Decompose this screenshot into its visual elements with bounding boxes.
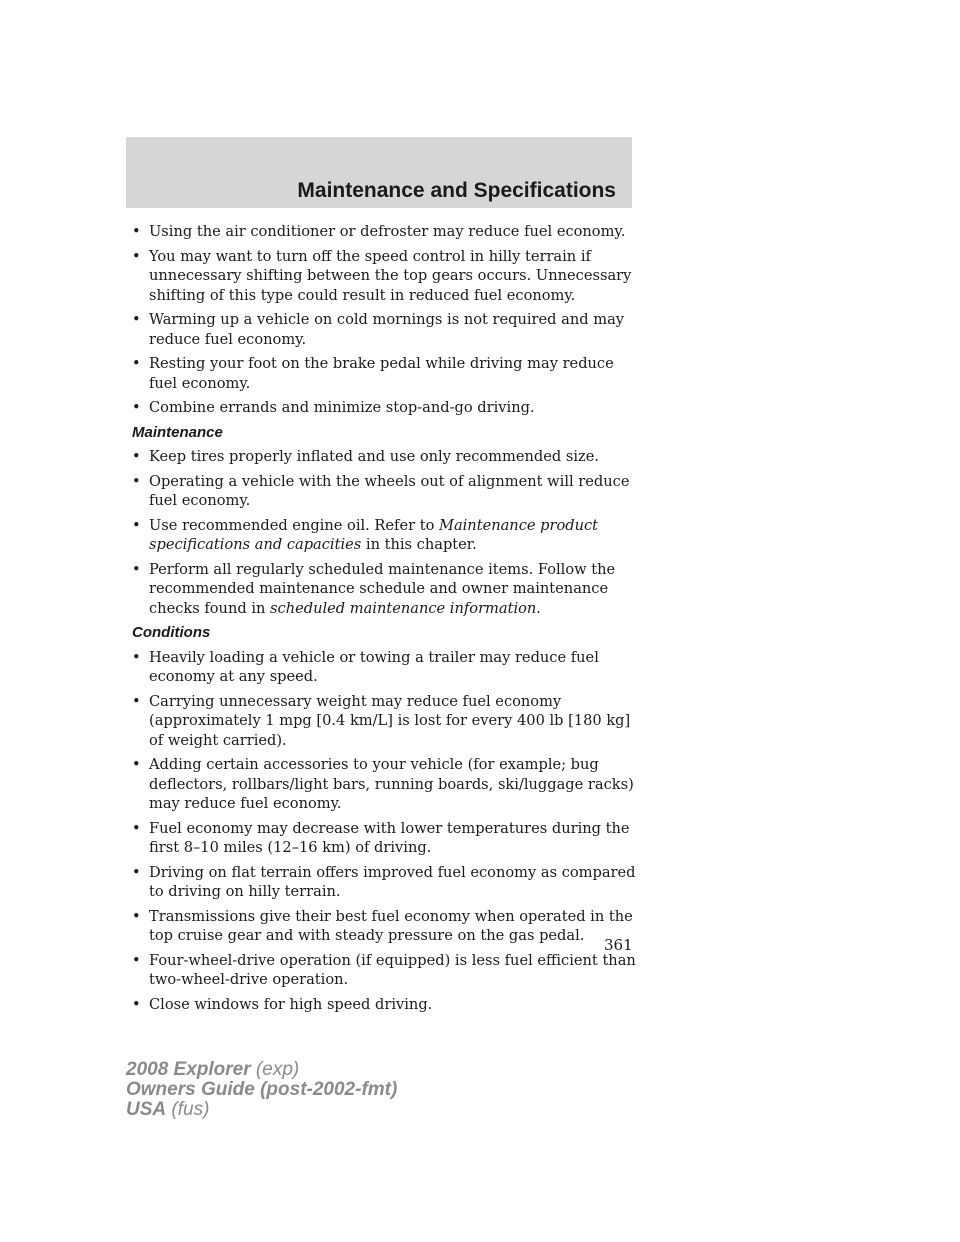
list-item: • You may want to turn off the speed control in hilly terrain if unnecessary shifting between the top gears occurs. Unnecessary shifting of this type could result in reduced fuel economy.: [132, 247, 632, 304]
list-item: • Combine errands and minimize stop-and-go driving.: [132, 399, 535, 416]
bullet-icon: •: [132, 399, 141, 416]
bullet-icon: •: [132, 247, 141, 265]
bullet-icon: •: [132, 863, 141, 881]
bullet-icon: •: [132, 819, 141, 837]
list-item: • Adding certain accessories to your vehicle (for example; bug deflectors, rollbars/light bars, running boards, ski/luggage racks) may reduce fuel economy.: [132, 756, 634, 812]
list-item: • Heavily loading a vehicle or towing a trailer may reduce fuel economy at any speed.: [132, 648, 599, 685]
document-footer: [126, 1060, 397, 1120]
list-item: • Warming up a vehicle on cold mornings is not required and may reduce fuel economy.: [132, 311, 625, 348]
footer-line-model: 2008 Explorer (exp): [126, 1059, 300, 1080]
bullet-icon: •: [132, 448, 141, 465]
conditions-heading: Conditions: [132, 624, 211, 641]
list-item: • Close windows for high speed driving.: [132, 995, 433, 1013]
page-number: 361: [604, 936, 633, 954]
list-item: • Operating a vehicle with the wheels out of alignment will reduce fuel economy.: [132, 472, 630, 509]
list-item: • Driving on flat terrain offers improved fuel economy as compared to driving on hilly terrain.: [132, 863, 636, 900]
list-item: • Four-wheel-drive operation (if equipped) is less fuel efficient than two-wheel-drive operation.: [132, 951, 636, 988]
list-item: • Carrying unnecessary weight may reduce fuel economy (approximately 1 mpg [0.4 km/L] is lost for every 400 lb [180 kg] of weight carried).: [132, 692, 631, 749]
bullet-icon: •: [132, 692, 141, 710]
bullet-icon: •: [132, 756, 141, 773]
bullet-icon: •: [132, 311, 141, 328]
page-content: [132, 222, 642, 1019]
bullet-icon: •: [132, 951, 141, 969]
list-item: • Resting your foot on the brake pedal while driving may reduce fuel economy.: [132, 355, 614, 392]
bullet-icon: •: [132, 995, 141, 1013]
bullet-icon: •: [132, 472, 141, 490]
footer-line-guide: Owners Guide (post-2002-fmt): [126, 1079, 398, 1100]
maintenance-heading: Maintenance: [132, 423, 223, 441]
footer-line-market: USA (fus): [126, 1099, 210, 1120]
section-title: Maintenance and Specifications: [297, 179, 616, 202]
list-item: • Transmissions give their best fuel economy when operated in the top cruise gear and with steady pressure on the gas pedal.: [132, 907, 633, 944]
section-header-band: [126, 137, 632, 208]
bullet-icon: •: [132, 355, 141, 372]
list-item: • Perform all regularly scheduled maintenance items. Follow the recommended maintenance schedule and owner maintenance checks found in scheduled maintenance information.: [132, 560, 616, 617]
bullet-icon: •: [132, 648, 141, 666]
list-item: • Use recommended engine oil. Refer to Maintenance product specifications and capacities in this chapter.: [132, 516, 599, 553]
cross-reference: scheduled maintenance information: [270, 599, 537, 617]
list-item: • Using the air conditioner or defroster may reduce fuel economy.: [132, 223, 626, 240]
list-item: • Keep tires properly inflated and use only recommended size.: [132, 448, 599, 465]
bullet-icon: •: [132, 223, 141, 240]
bullet-icon: •: [132, 560, 141, 578]
list-item: • Fuel economy may decrease with lower temperatures during the first 8–10 miles (12–16 km) of driving.: [132, 819, 630, 856]
cross-reference: Maintenance product specifications and capacities: [149, 516, 599, 553]
bullet-icon: •: [132, 907, 141, 925]
bullet-icon: •: [132, 516, 141, 534]
